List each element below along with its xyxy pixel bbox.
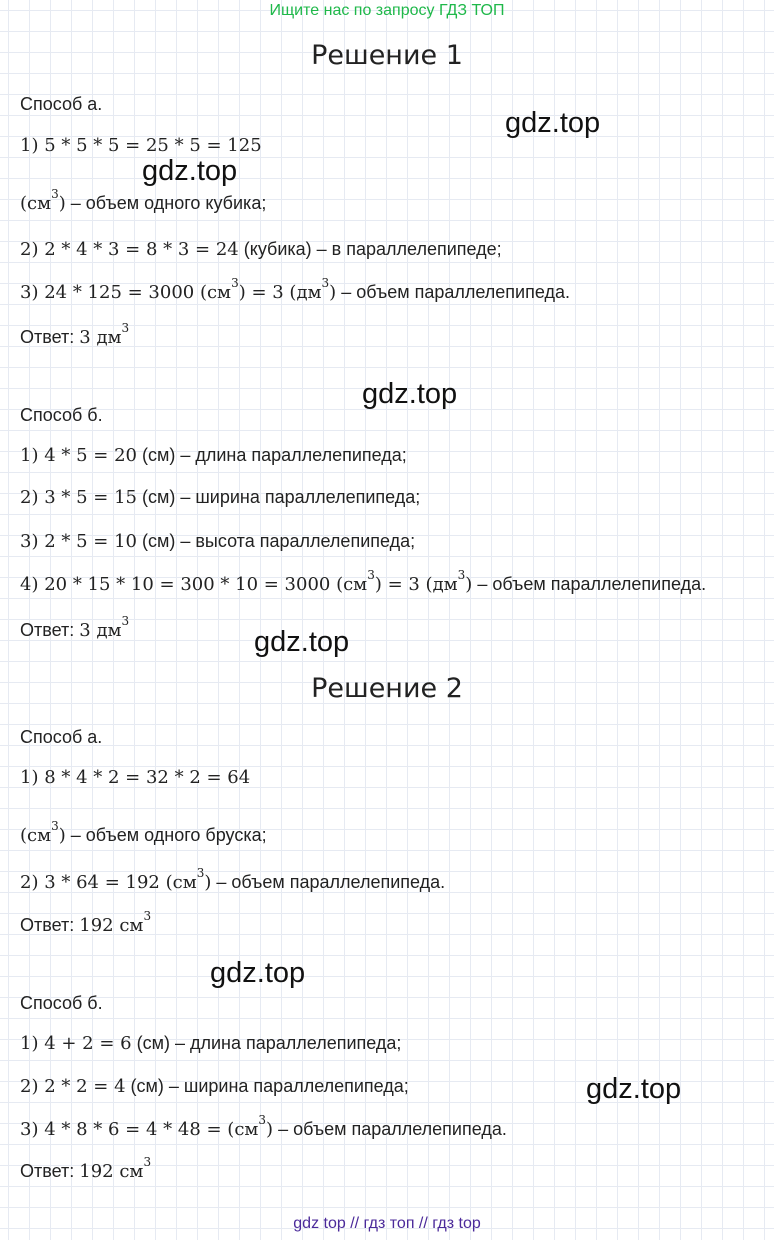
s2b-step-1: 1) 4 + 2 = 6 (см) – длина параллелепипеда;: [20, 1033, 402, 1054]
watermark: gdz.top: [362, 378, 458, 410]
s1a-step-1: 1) 5 * 5 * 5 = 25 * 5 = 125: [20, 135, 262, 156]
s2a-step-1-unit: $(см^3)$ – объем одного бруска;: [20, 819, 267, 846]
s1b-answer: Ответ: 3 $дм^3$: [20, 614, 130, 641]
s1b-step-2: 2) 3 * 5 = 15 (см) – ширина параллелепипеда;: [20, 487, 421, 508]
s2a-step-1: 1) 8 * 4 * 2 = 32 * 2 = 64: [20, 767, 251, 788]
solution-1-title: Решение 1: [311, 40, 463, 71]
s2b-step-2: 2) 2 * 2 = 4 (см) – ширина параллелепипеда;: [20, 1076, 409, 1097]
s2-method-b-label: Способ б.: [20, 993, 103, 1013]
watermark: gdz.top: [210, 957, 306, 989]
s1b-step-1: 1) 4 * 5 = 20 (см) – длина параллелепипеда;: [20, 445, 407, 466]
s1a-step-3: 3) 24 * 125 = 3000 $(см^3) = 3$ $(дм^3)$ – объем параллелепипеда.: [20, 276, 570, 303]
s2a-answer: Ответ: 192 $см^3$: [20, 909, 152, 936]
solution-2-title: Решение 2: [311, 673, 463, 704]
s1a-answer: Ответ: 3 $дм^3$: [20, 321, 130, 348]
s2-method-a-label: Способ а.: [20, 727, 103, 747]
s1-method-a-label: Способ а.: [20, 94, 103, 114]
s2a-step-2: 2) 3 * 64 = 192 $(см^3)$ – объем параллелепипеда.: [20, 866, 446, 893]
footer-links[interactable]: gdz top // гдз топ // гдз top: [293, 1215, 481, 1232]
s2b-answer: Ответ: 192 $см^3$: [20, 1155, 152, 1182]
s1b-step-3: 3) 2 * 5 = 10 (см) – высота параллелепипеда;: [20, 531, 416, 552]
s2b-step-3: 3) $4 * 8 * 6 = 4 * 48 = (см^3)$ – объем параллелепипеда.: [20, 1113, 507, 1140]
s1b-step-4: 4) 20 * 15 * 10 = 300 * 10 = 3000 $(см^3) = 3$ $(дм^3)$ – объем параллелепипеда.: [20, 568, 707, 595]
watermark: gdz.top: [586, 1073, 682, 1105]
watermark: gdz.top: [505, 107, 601, 139]
s1a-step-2: 2) 2 * 4 * 3 = 8 * 3 = 24 (кубика) – в параллелепипеде;: [20, 239, 502, 260]
watermark: gdz.top: [142, 155, 238, 187]
watermark: gdz.top: [254, 626, 350, 658]
s1a-step-1-unit: $(см^3)$ – объем одного кубика;: [20, 187, 267, 214]
search-banner[interactable]: Ищите нас по запросу ГДЗ ТОП: [269, 2, 505, 19]
s1-method-b-label: Способ б.: [20, 405, 103, 425]
